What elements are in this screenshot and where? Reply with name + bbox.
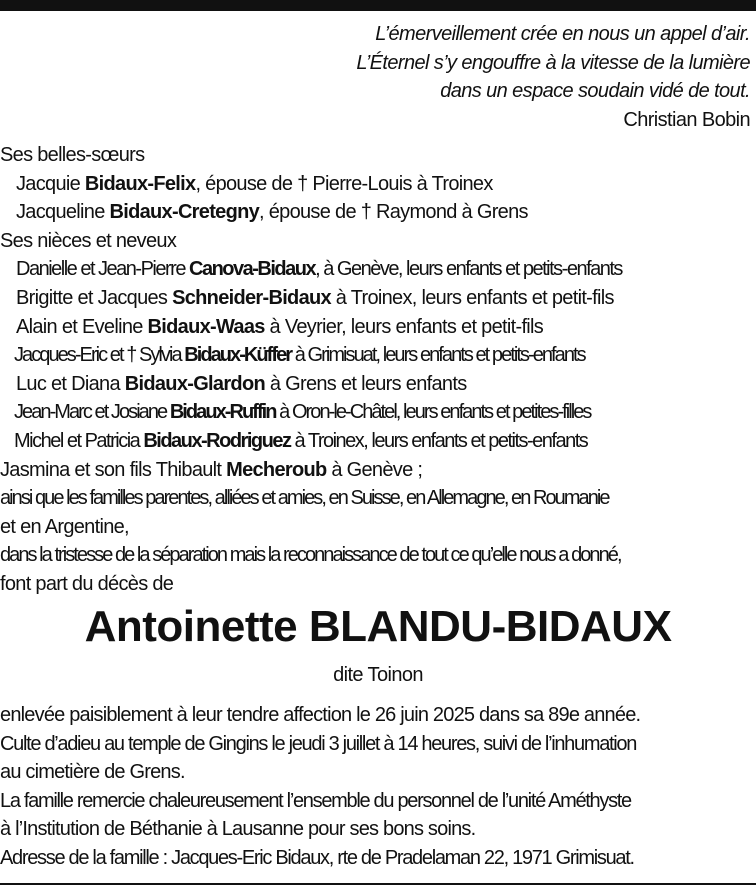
member-first-names: Jacques-Eric et † Sylvia — [14, 344, 181, 367]
closing-text — [0, 701, 756, 873]
member-first-names: Jacquie — [16, 172, 81, 195]
closing-line: La famille remercie chaleureusement l’ensemble du personnel de l’unité Améthyste — [0, 789, 631, 812]
quote-author: Christian Bobin — [623, 108, 750, 131]
member-details: à Grens et leurs enfants — [264, 372, 467, 395]
family-member-line — [0, 370, 756, 399]
member-surname: Mecheroub — [226, 458, 327, 481]
member-details: à Troinex, leurs enfants et petit-fils — [330, 286, 614, 309]
member-details: , à Genève, leurs enfants et petits-enfants — [315, 258, 622, 281]
quote-line: dans un espace soudain vidé de tout. — [440, 80, 750, 102]
member-first-names: Luc et Diana — [16, 372, 120, 395]
sisters-in-law-heading: Ses belles-sœurs — [0, 144, 145, 166]
announcement-line: font part du décès de — [0, 572, 174, 595]
top-rule — [0, 0, 756, 11]
member-first-names: Brigitte et Jacques — [16, 286, 168, 309]
member-first-names: Danielle et Jean-Pierre — [16, 258, 185, 281]
member-details: à Genève ; — [326, 458, 423, 481]
member-surname: Bidaux-Felix — [84, 172, 196, 195]
family-member-line — [0, 313, 756, 342]
member-surname: Bidaux-Rodriguez — [143, 429, 291, 452]
closing-line: au cimetière de Grens. — [0, 761, 185, 784]
member-details: à Grimisuat, leurs enfants et petits-enfants — [291, 344, 585, 367]
bottom-rule — [0, 883, 756, 885]
closing-line: à l’Institution de Béthanie à Lausanne pour ses bons soins. — [0, 818, 476, 841]
member-details: à Oron-le-Châtel, leurs enfants et petites-filles — [275, 401, 591, 424]
member-first-names: Jasmina et son fils Thibault — [0, 458, 222, 481]
family-member-line — [0, 398, 756, 427]
member-surname: Bidaux-Küffer — [184, 344, 292, 367]
family-member-line — [0, 456, 756, 485]
family-member-line — [0, 341, 756, 370]
quote-line: L’Éternel s’y engouffre à la vitesse de la lumière — [356, 51, 750, 74]
deceased-name: Antoinette BLANDU-BIDAUX — [84, 602, 672, 651]
member-surname: Bidaux-Glardon — [124, 372, 265, 395]
closing-line: Adresse de la famille : Jacques-Eric Bidaux, rte de Pradelaman 22, 1971 Grimisuat. — [0, 846, 634, 869]
family-member-line — [0, 427, 756, 456]
member-details: , épouse de † Raymond à Grens — [259, 201, 528, 224]
member-surname: Bidaux-Cretegny — [109, 201, 260, 224]
member-details: à Veyrier, leurs enfants et petit-fils — [264, 315, 544, 338]
member-details: , épouse de † Pierre-Louis à Troinex — [195, 172, 493, 195]
epigraph-quote — [110, 20, 750, 134]
family-list — [0, 141, 756, 599]
closing-line: enlevée paisiblement à leur tendre affection le 26 juin 2025 dans sa 89e année. — [0, 704, 641, 726]
family-member-line — [0, 198, 756, 227]
nieces-nephews-heading: Ses nièces et neveux — [0, 229, 177, 252]
member-details: à Troinex, leurs enfants et petits-enfants — [290, 429, 588, 452]
member-first-names: Alain et Eveline — [16, 315, 143, 338]
member-surname: Schneider-Bidaux — [172, 286, 331, 309]
extended-family-line: et en Argentine, — [0, 515, 129, 538]
quote-line: L’émerveillement crée en nous un appel d’air. — [375, 23, 750, 45]
member-surname: Canova-Bidaux — [189, 258, 316, 281]
sadness-line: dans la tristesse de la séparation mais la reconnaissance de tout ce qu’elle nous a donné, — [0, 544, 621, 567]
closing-line: Culte d’adieu au temple de Gingins le jeudi 3 juillet à 14 heures, suivi de l’inhumation — [0, 732, 637, 755]
member-first-names: Jean-Marc et Josiane — [14, 401, 167, 424]
family-member-line — [0, 255, 756, 284]
family-member-line — [0, 284, 756, 313]
member-surname: Bidaux-Waas — [147, 315, 265, 338]
extended-family-line: ainsi que les familles parentes, alliées et amies, en Suisse, en Allemagne, en Roumanie — [0, 487, 609, 510]
deceased-nickname: dite Toinon — [333, 664, 423, 686]
family-member-line — [0, 170, 756, 199]
member-surname: Bidaux-Ruffin — [169, 401, 276, 424]
member-first-names: Jacqueline — [16, 201, 105, 224]
member-first-names: Michel et Patricia — [14, 429, 140, 452]
